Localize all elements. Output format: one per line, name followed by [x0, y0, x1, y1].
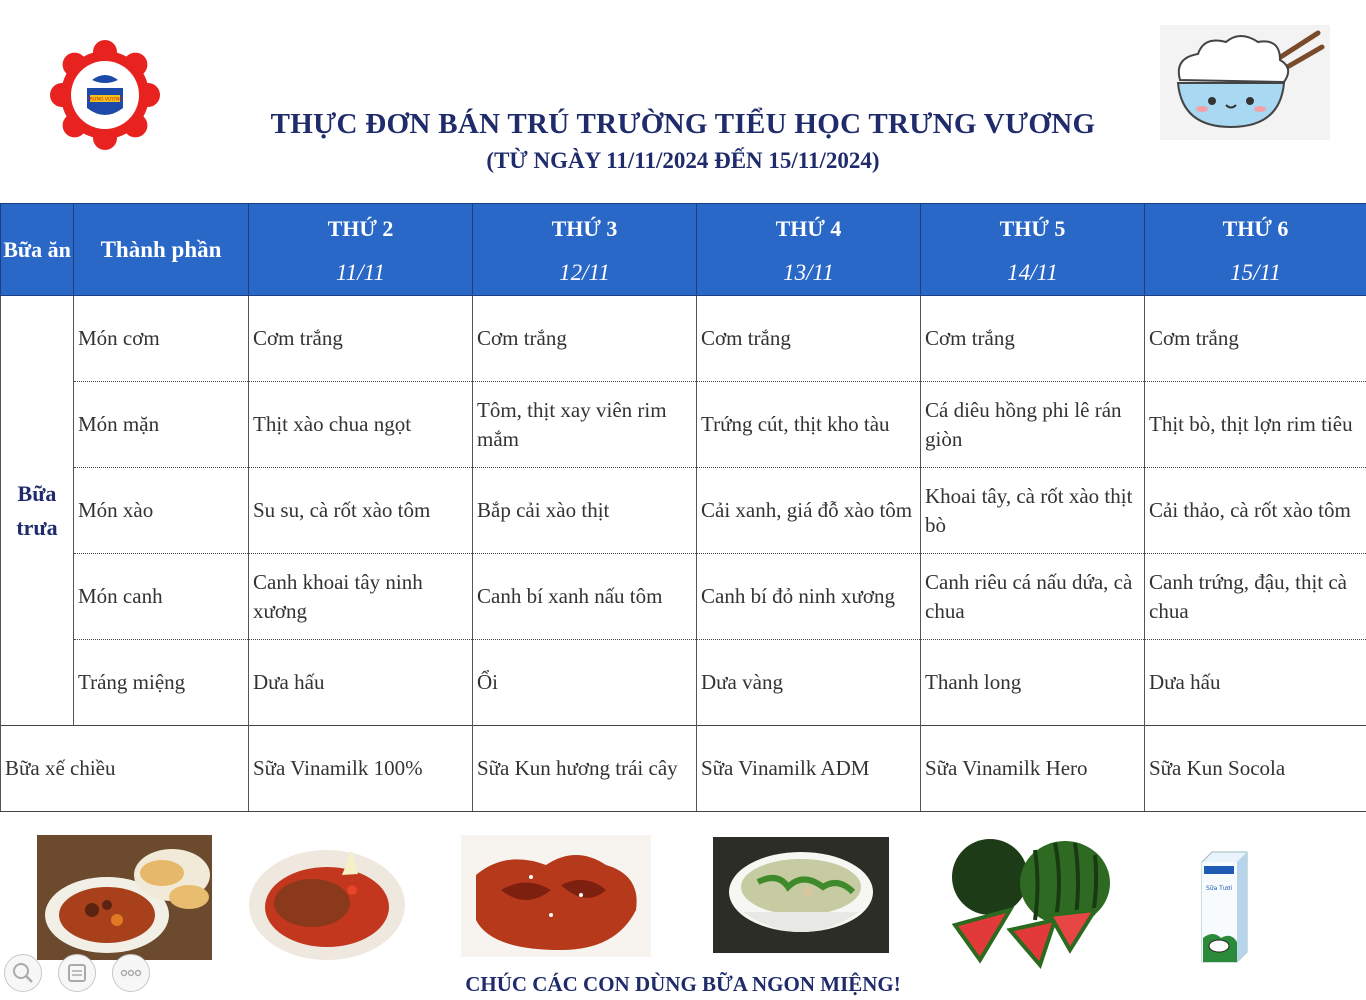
date-range: (TỪ NGÀY 11/11/2024 ĐẾN 15/11/2024) [486, 148, 880, 173]
menu-cell: Ổi [473, 640, 697, 726]
page-title: THỰC ĐƠN BÁN TRÚ TRƯỜNG TIỂU HỌC TRƯNG VƯƠNG [270, 108, 1096, 140]
table-row [1, 468, 1366, 554]
beef-stew-bread-photo [37, 835, 212, 965]
table-row [1, 296, 1366, 382]
lunch-label: Bữa trưa [1, 296, 74, 726]
menu-cell: Cơm trắng [473, 296, 697, 382]
menu-cell: Dưa hấu [249, 640, 473, 726]
header-day: THỨ 6 15/11 [1145, 204, 1366, 296]
header-day: THỨ 2 11/11 [249, 204, 473, 296]
closing-message: CHÚC CÁC CON DÙNG BỮA NGON MIỆNG! [465, 972, 901, 996]
menu-cell: Cơm trắng [1145, 296, 1366, 382]
glazed-ribs-photo [461, 835, 651, 962]
table-row [1, 382, 1366, 468]
menu-cell: Cải thảo, cà rốt xào tôm [1145, 468, 1366, 554]
menu-cell: Trứng cút, thịt kho tàu [697, 382, 921, 468]
table-row [1, 640, 1366, 726]
menu-cell: Cơm trắng [249, 296, 473, 382]
page-icon[interactable] [58, 954, 96, 992]
menu-cell: Tôm, thịt xay viên rim mắm [473, 382, 697, 468]
logo-text: TRƯNG VƯƠNG [87, 97, 123, 103]
watermelon-photo [950, 835, 1115, 975]
menu-cell: Thịt xào chua ngọt [249, 382, 473, 468]
more-icon[interactable] [112, 954, 150, 992]
menu-cell: Canh bí đỏ ninh xương [697, 554, 921, 640]
menu-cell: Canh riêu cá nấu dứa, cà chua [921, 554, 1145, 640]
menu-cell: Thịt bò, thịt lợn rim tiêu [1145, 382, 1366, 468]
zoom-icon[interactable] [4, 954, 42, 992]
table-header-row [1, 204, 1366, 296]
milk-carton-photo [1197, 850, 1252, 970]
menu-cell: Sữa Vinamilk ADM [697, 726, 921, 812]
fried-fish-photo [247, 835, 409, 970]
table-row [1, 554, 1366, 640]
menu-cell: Canh trứng, đậu, thịt cà chua [1145, 554, 1366, 640]
component-label: Món mặn [74, 382, 249, 468]
header-day: THỨ 4 13/11 [697, 204, 921, 296]
food-photos [0, 830, 1366, 970]
component-label: Món xào [74, 468, 249, 554]
menu-cell: Cải xanh, giá đỗ xào tôm [697, 468, 921, 554]
milk-box-text: Sữa Tươi [1205, 885, 1233, 892]
menu-cell: Su su, cà rốt xào tôm [249, 468, 473, 554]
table-row-afternoon [1, 726, 1366, 812]
menu-cell: Cá diêu hồng phi lê rán giòn [921, 382, 1145, 468]
afternoon-label: Bữa xế chiều [1, 726, 249, 812]
component-label: Món cơm [74, 296, 249, 382]
header-day: THỨ 5 14/11 [921, 204, 1145, 296]
menu-cell: Dưa hấu [1145, 640, 1366, 726]
header-day: THỨ 3 12/11 [473, 204, 697, 296]
menu-cell: Canh khoai tây ninh xương [249, 554, 473, 640]
menu-cell: Dưa vàng [697, 640, 921, 726]
menu-cell: Bắp cải xào thịt [473, 468, 697, 554]
menu-cell: Cơm trắng [921, 296, 1145, 382]
vegetable-soup-photo [713, 837, 889, 958]
component-label: Tráng miệng [74, 640, 249, 726]
menu-cell: Sữa Vinamilk 100% [249, 726, 473, 812]
header-component: Thành phần [74, 204, 249, 296]
menu-cell: Sữa Kun Socola [1145, 726, 1366, 812]
menu-cell: Cơm trắng [697, 296, 921, 382]
menu-cell: Sữa Vinamilk Hero [921, 726, 1145, 812]
menu-cell: Thanh long [921, 640, 1145, 726]
menu-cell: Khoai tây, cà rốt xào thịt bò [921, 468, 1145, 554]
menu-table [0, 203, 1366, 812]
menu-cell: Sữa Kun hương trái cây [473, 726, 697, 812]
header-meal: Bữa ăn [1, 204, 74, 296]
component-label: Món canh [74, 554, 249, 640]
menu-cell: Canh bí xanh nấu tôm [473, 554, 697, 640]
